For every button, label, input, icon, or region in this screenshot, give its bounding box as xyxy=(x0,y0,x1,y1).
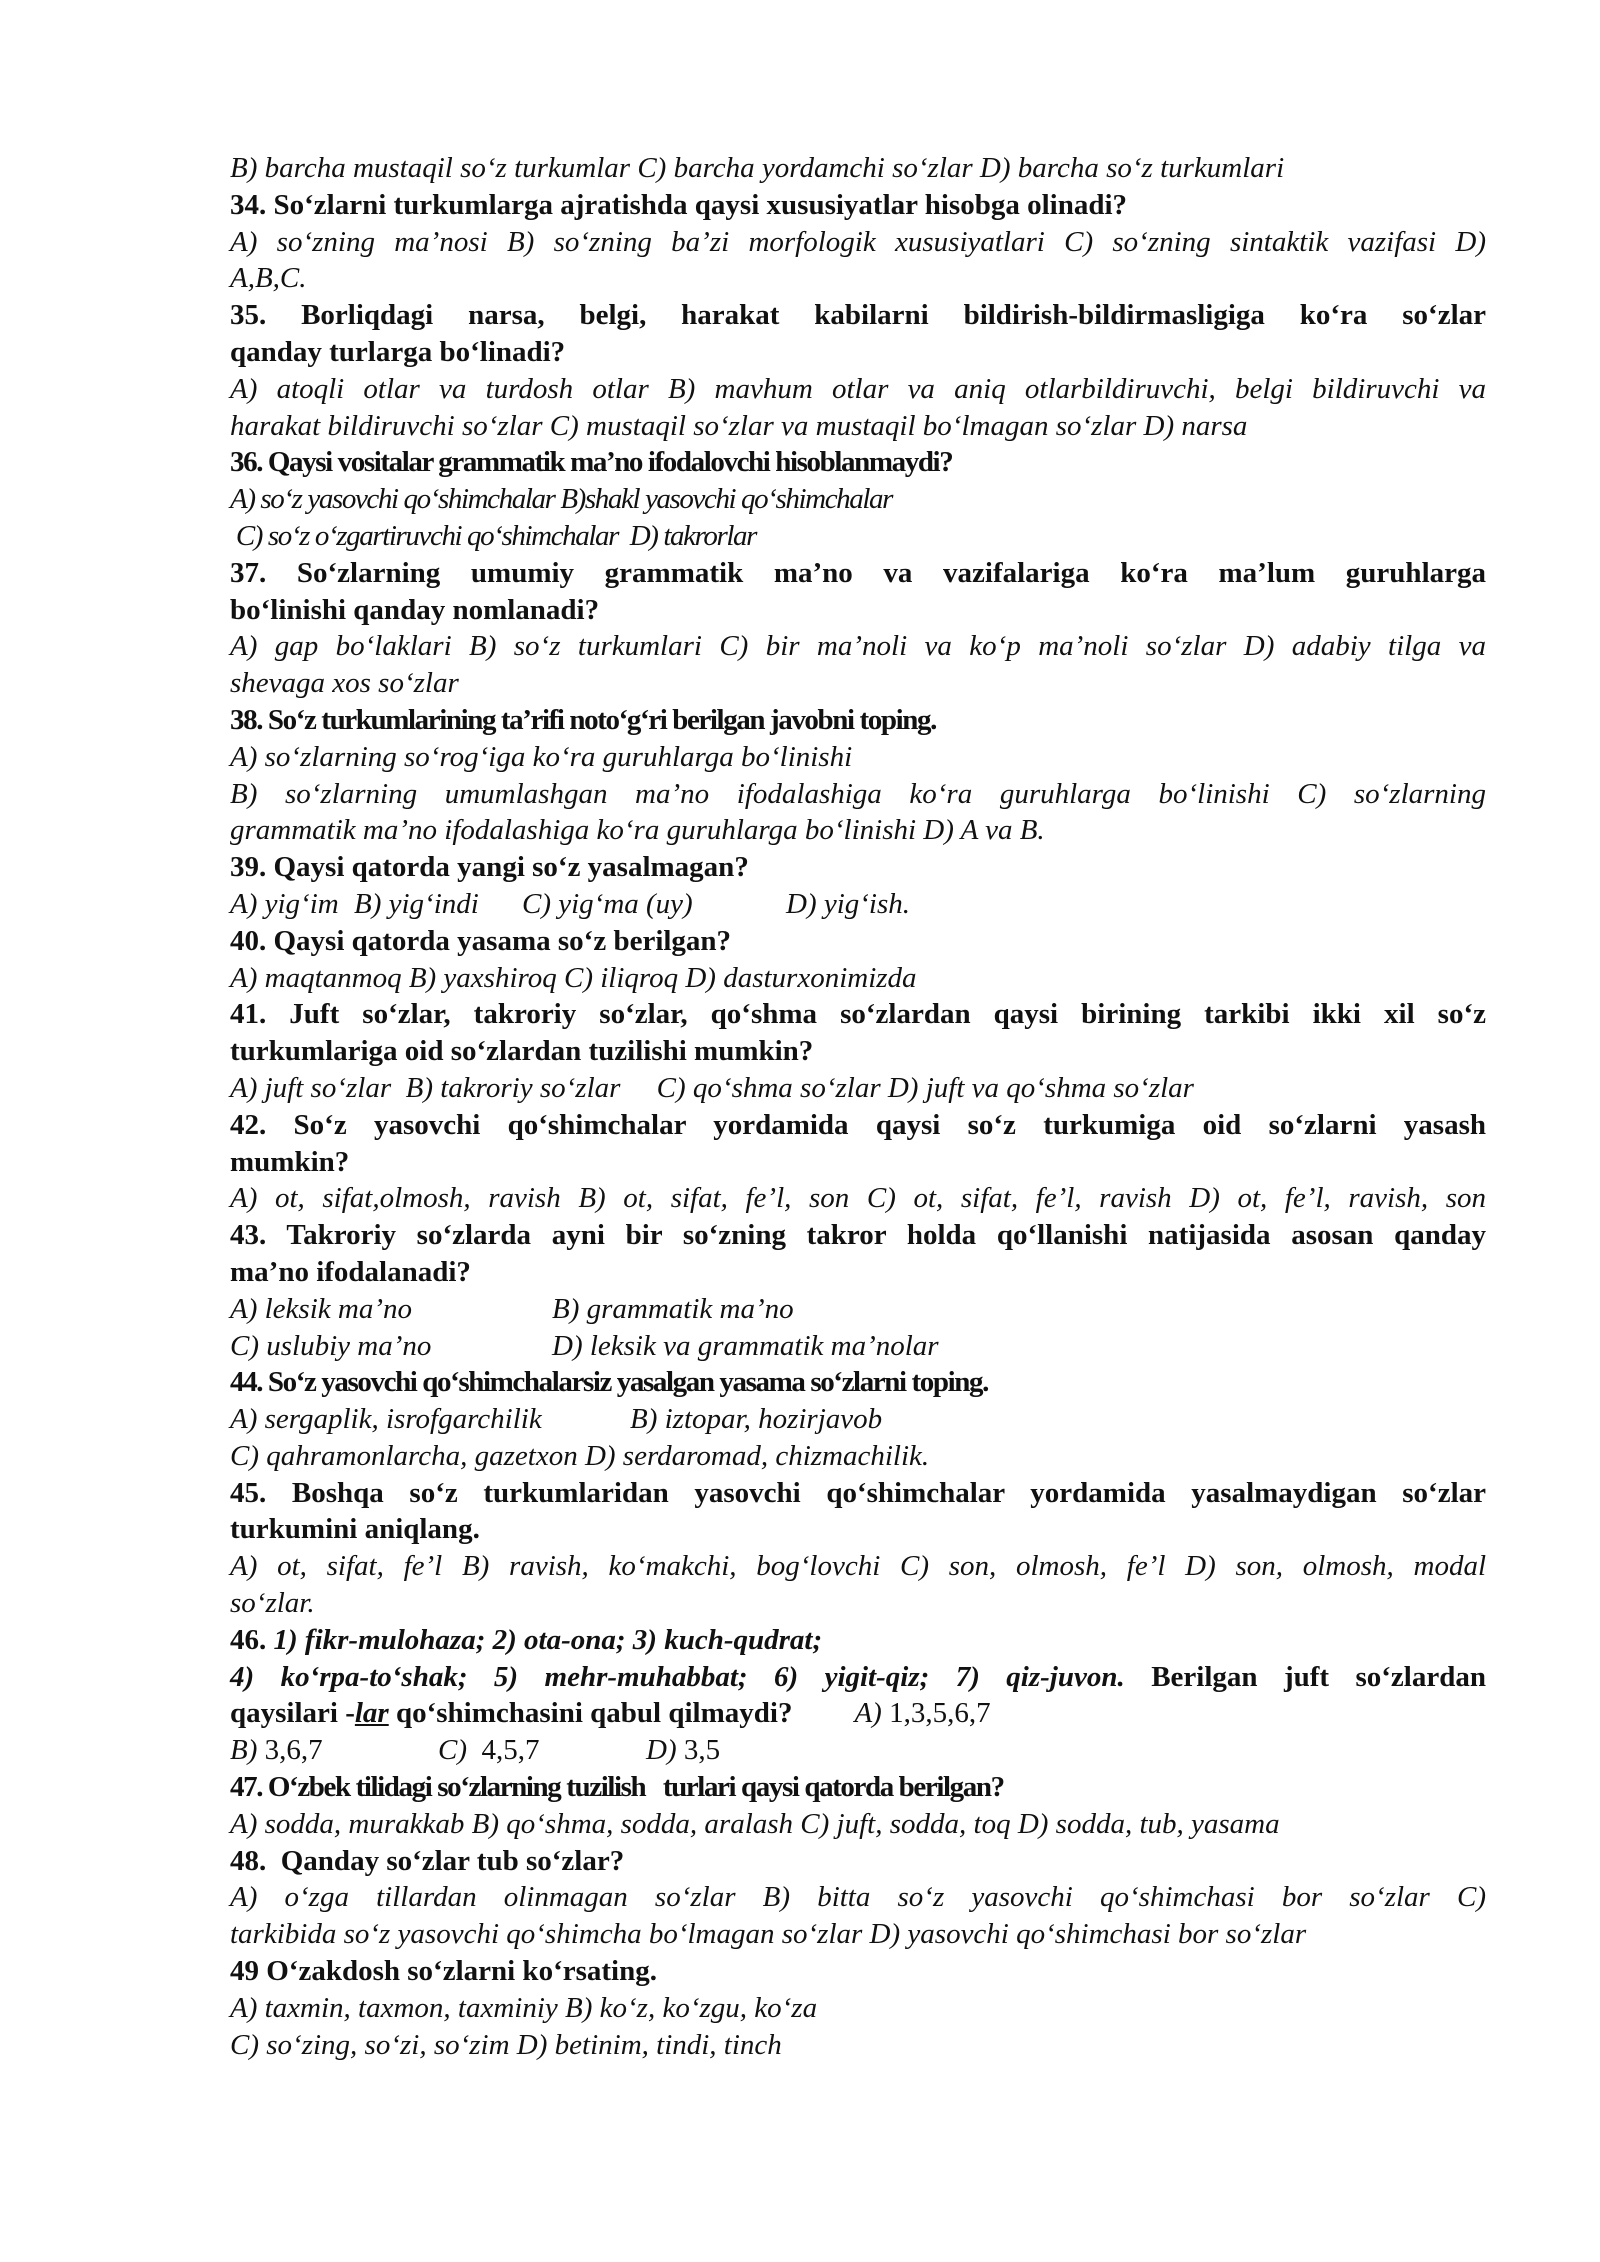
question-35-cont: qanday turlarga bo‘linadi? xyxy=(230,335,566,368)
option-d-letter: D) xyxy=(646,1734,677,1767)
answer-options-44 xyxy=(230,1401,1486,1438)
question-46-line3 xyxy=(230,1695,1486,1732)
answer-line: A) maqtanmoq B) yaxshiroq C) iliqroq D) dasturxonimizda xyxy=(230,961,917,994)
question-44: 44. So‘z yasovchi qo‘shimchalarsiz yasalgan yasama so‘zlarni toping. xyxy=(230,1366,988,1399)
option-b-letter: B) xyxy=(230,1734,258,1767)
question-42-cont: mumkin? xyxy=(230,1145,350,1178)
answer-line: A,B,C. xyxy=(230,262,307,295)
option-a: A) yig‘im xyxy=(230,887,339,920)
answer-line: shevaga xos so‘zlar xyxy=(230,667,459,700)
answer-line: B) so‘zlarning umumlashgan ma’no ifodalashiga ko‘ra guruhlarga bo‘linishi C) so‘zlarning xyxy=(230,777,1486,810)
question-46-text: Berilgan juft so‘zlardan xyxy=(1124,1660,1486,1693)
question-45: 45. Boshqa so‘z turkumlaridan yasovchi qo‘shimchalar yordamida yasalmaydigan so‘zlar xyxy=(230,1476,1486,1509)
option-d: D) yig‘ish. xyxy=(786,887,911,920)
question-46-line2 xyxy=(230,1659,1486,1696)
question-37: 37. So‘zlarning umumiy grammatik ma’no va vazifalariga ko‘ra ma’lum guruhlarga xyxy=(230,556,1486,589)
question-46 xyxy=(230,1622,1486,1659)
answer-line: A) gap bo‘laklari B) so‘z turkumlari C) bir ma’noli va ko‘p ma’noli so‘zlar D) adabiy tilga va xyxy=(230,630,1486,663)
option-a-letter: A) xyxy=(854,1697,882,1730)
answer-line: A) atoqli otlar va turdosh otlar B) mavhum otlar va aniq otlarbildiruvchi, belgi bildiruvchi va xyxy=(230,372,1486,405)
option-a: A) leksik ma’no xyxy=(230,1292,412,1325)
answer-line: grammatik ma’no ifodalashiga ko‘ra guruhlarga bo‘linishi D) A va B. xyxy=(230,814,1045,847)
question-35: 35. Borliqdagi narsa, belgi, harakat kabilarni bildirish-bildirmasligiga ko‘ra so‘zlar xyxy=(230,299,1486,332)
question-46-items-2: 4) ko‘rpa-to‘shak; 5) mehr-muhabbat; 6) yigit-qiz; 7) qiz-juvon. xyxy=(230,1660,1125,1693)
answer-line: A) o‘zga tillardan olinmagan so‘zlar B) bitta so‘z yasovchi qo‘shimchasi bor so‘zlar C) xyxy=(230,1881,1486,1914)
question-46-text-2: qaysilari - xyxy=(230,1697,355,1730)
answer-line: A) juft so‘zlar B) takroriy so‘zlar C) qo‘shma so‘zlar D) juft va qo‘shma so‘zlar xyxy=(230,1071,1194,1104)
document-page xyxy=(230,150,1486,2063)
question-48: 48. Qanday so‘zlar tub so‘zlar? xyxy=(230,1844,625,1877)
option-a: A) sergaplik, isrofgarchilik xyxy=(230,1403,542,1436)
answer-line: so‘zlar. xyxy=(230,1587,315,1620)
question-36: 36. Qaysi vositalar grammatik ma’no ifodalovchi hisoblanmaydi? xyxy=(230,446,953,479)
answer-options-39 xyxy=(230,886,1486,923)
option-c: C) uslubiy ma’no xyxy=(230,1329,432,1362)
question-40: 40. Qaysi qatorda yasama so‘z berilgan? xyxy=(230,924,732,957)
question-46-items-1: 1) fikr-mulohaza; 2) ota-ona; 3) kuch-qudrat; xyxy=(273,1623,823,1656)
question-46-number: 46. xyxy=(230,1623,274,1656)
question-41-cont: turkumlariga oid so‘zlardan tuzilishi mumkin? xyxy=(230,1035,814,1068)
option-b: B) grammatik ma’no xyxy=(552,1292,794,1325)
option-c-value: 4,5,7 xyxy=(467,1734,540,1767)
option-b-value: 3,6,7 xyxy=(257,1734,323,1767)
answer-options-46 xyxy=(230,1732,1486,1769)
question-45-cont: turkumini aniqlang. xyxy=(230,1513,480,1546)
question-34: 34. So‘zlarni turkumlarga ajratishda qaysi xususiyatlar hisobga olinadi? xyxy=(230,188,1128,221)
answer-line: A) so‘zlarning so‘rog‘iga ko‘ra guruhlarga bo‘linishi xyxy=(230,740,853,773)
question-38: 38. So‘z turkumlarining ta’rifi noto‘g‘ri berilgan javobni toping. xyxy=(230,703,936,736)
answer-line: A) so‘z yasovchi qo‘shimchalar B)shakl yasovchi qo‘shimchalar xyxy=(230,483,893,516)
option-d-value: 3,5 xyxy=(676,1734,721,1767)
answer-line: A) sodda, murakkab B) qo‘shma, sodda, aralash C) juft, sodda, toq D) sodda, tub, yasama xyxy=(230,1807,1280,1840)
answer-line: C) so‘zing, so‘zi, so‘zim D) betinim, tindi, tinch xyxy=(230,2028,782,2061)
answer-line: A) taxmin, taxmon, taxminiy B) ko‘z, ko‘zgu, ko‘za xyxy=(230,1991,818,2024)
answer-line: tarkibida so‘z yasovchi qo‘shimcha bo‘lmagan so‘zlar D) yasovchi qo‘shimchasi bor so‘zlar xyxy=(230,1918,1307,1951)
option-b: B) yig‘indi xyxy=(354,887,479,920)
question-37-cont: bo‘linishi qanday nomlanadi? xyxy=(230,593,600,626)
question-43-cont: ma’no ifodalanadi? xyxy=(230,1255,471,1288)
question-41: 41. Juft so‘zlar, takroriy so‘zlar, qo‘shma so‘zlardan qaysi birining tarkibi ikki xil so‘z xyxy=(230,998,1486,1031)
answer-line: B) barcha mustaqil so‘z turkumlar C) barcha yordamchi so‘zlar D) barcha so‘z turkumlari xyxy=(230,152,1285,184)
question-39: 39. Qaysi qatorda yangi so‘z yasalmagan? xyxy=(230,851,749,884)
option-c-letter: C) xyxy=(438,1734,467,1767)
answer-line: A) so‘zning ma’nosi B) so‘zning ba’zi morfologik xususiyatlari C) so‘zning sintaktik vazifasi D) xyxy=(230,225,1486,258)
question-42: 42. So‘z yasovchi qo‘shimchalar yordamida qaysi so‘z turkumiga oid so‘zlarni yasash xyxy=(230,1108,1486,1141)
question-43: 43. Takroriy so‘zlarda ayni bir so‘zning takror holda qo‘llanishi natijasida asosan qanday xyxy=(230,1219,1486,1252)
option-b: B) iztopar, hozirjavob xyxy=(630,1403,883,1436)
answer-line: harakat bildiruvchi so‘zlar C) mustaqil so‘zlar va mustaqil bo‘lmagan so‘zlar D) narsa xyxy=(230,409,1248,442)
question-49: 49 O‘zakdosh so‘zlarni ko‘rsating. xyxy=(230,1955,657,1988)
answer-line: C) so‘z o‘zgartiruvchi qo‘shimchalar D) takrorlar xyxy=(230,519,757,552)
answer-line: C) qahramonlarcha, gazetxon D) serdaromad, chizmachilik. xyxy=(230,1439,930,1472)
answer-line: A) ot, sifat,olmosh, ravish B) ot, sifat, fe’l, son C) ot, sifat, fe’l, ravish D) ot, fe’l, ravish, son xyxy=(230,1182,1486,1215)
question-47: 47. O‘zbek tilidagi so‘zlarning tuzilish turlari qaysi qatorda berilgan? xyxy=(230,1771,1004,1804)
answer-options-43-row1 xyxy=(230,1291,1486,1328)
suffix-lar: lar xyxy=(354,1697,389,1730)
answer-line: A) ot, sifat, fe’l B) ravish, ko‘makchi, bog‘lovchi C) son, olmosh, fe’l D) son, olmosh, modal xyxy=(230,1550,1486,1583)
answer-options-43-row2 xyxy=(230,1328,1486,1365)
option-c: C) yig‘ma (uy) xyxy=(522,887,693,920)
question-46-text-3: qo‘shimchasini qabul qilmaydi? xyxy=(388,1697,793,1730)
option-a-value: 1,3,5,6,7 xyxy=(881,1697,991,1730)
option-d: D) leksik va grammatik ma’nolar xyxy=(552,1329,939,1362)
